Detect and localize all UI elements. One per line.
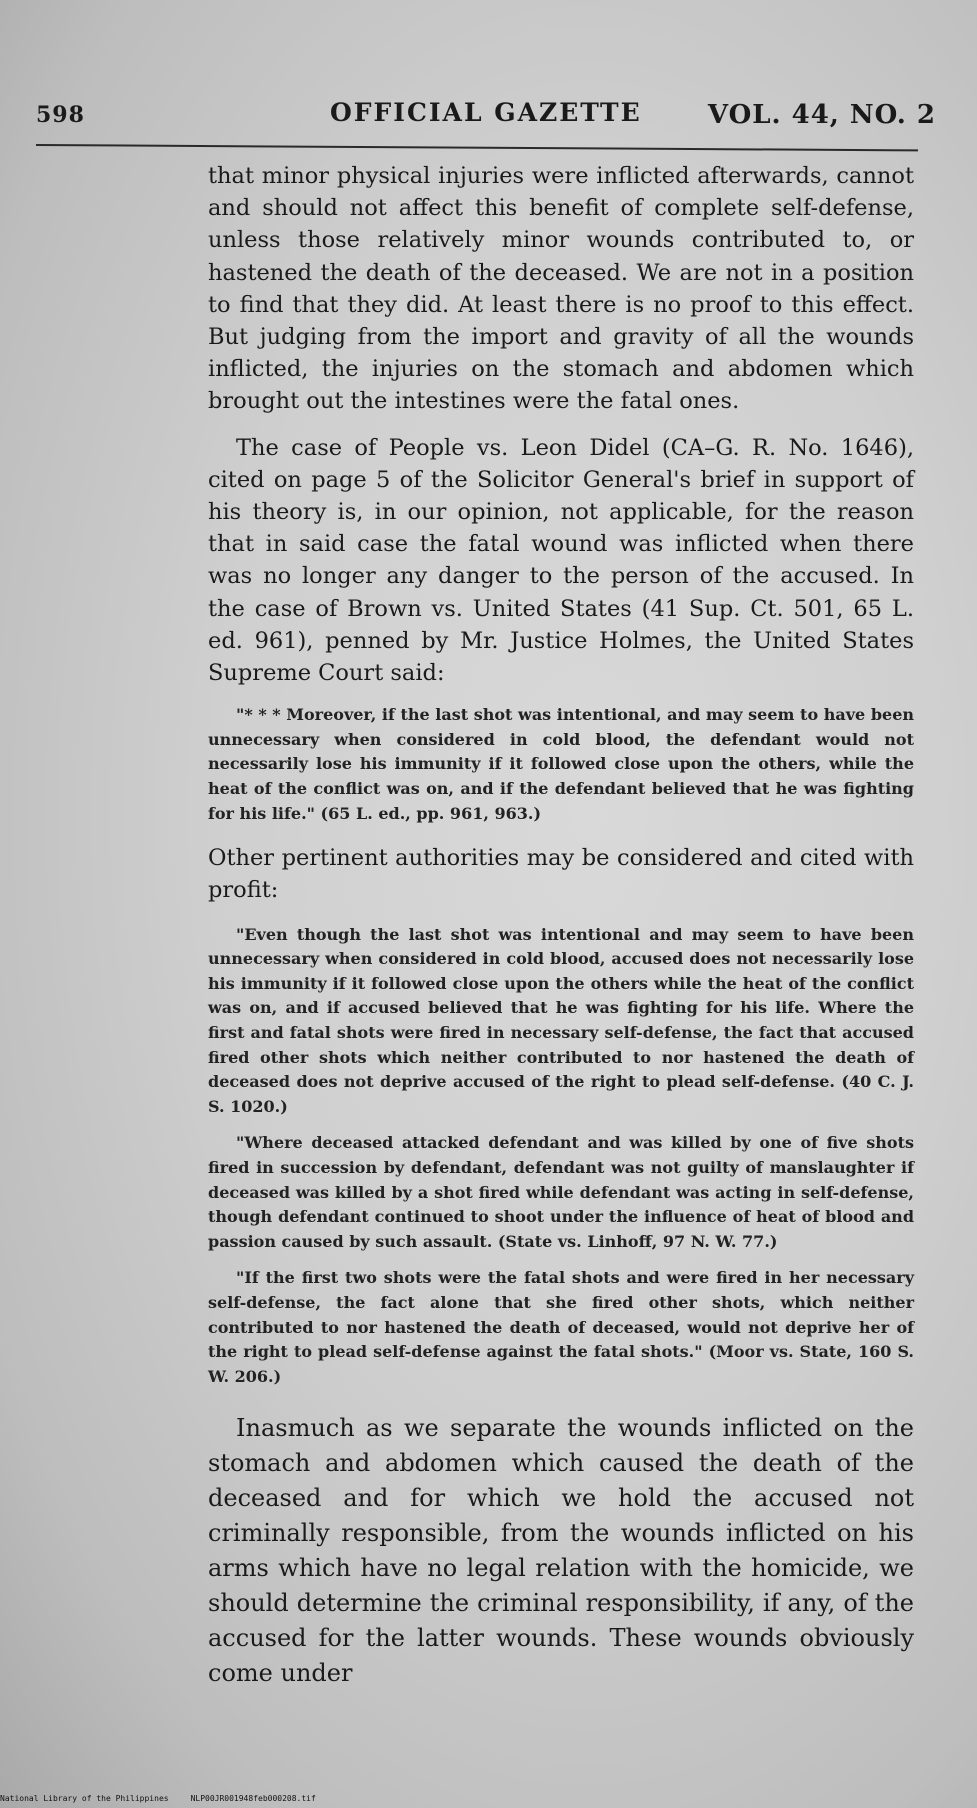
paragraph-4: Inasmuch as we separate the wounds inflicted on the stomach and abdomen which caused the death of the deceased and for which we hold the accused not criminally responsible, from the wounds inflicted on his arms which have no legal relation with the homicide, we should determine the criminal responsibility, if any, of the accused for the latter wounds. These wounds obviously come under [208,1414,914,1688]
paragraph-3: Other pertinent authorities may be considered and cited with profit: [208,845,914,904]
paragraph-2: The case of People vs. Leon Didel (CA–G. R. No. 1646), cited on page 5 of the Solicitor General's brief in support of his theory is, in our opinion, not applicable, for the reason that in said case the fatal wound was inflicted when there was no longer any danger to the person of the accused. In the case of Brown vs. United States (41 Sup. Ct. 501, 65 L. ed. 961), penned by Mr. Justice Holmes, the United States Supreme Court said: [208,434,914,687]
volume-number: VOL. 44, NO. 2 [707,100,936,130]
library-name: National Library of the Philippines [0,1794,169,1803]
journal-title: OFFICIAL GAZETTE [330,98,642,127]
quote-cjs: "Even though the last shot was intentional and may seem to have been unnecessary when considered in cold blood, accused does not necessarily lose his immunity if it followed close upon the others while the heat of the conflict was on, and if accused believed that he was fighting for his life. Where the first and fatal shots were fired in necessary self-defense, the fact that accused fired other shots which neither contributed to nor hastened the death of deceased does not deprive accused of the right to plead self-defense. (40 C. J. S. 1020.) [208,924,914,1116]
page-number: 598 [36,102,85,128]
quote-moor-vs-state: "If the first two shots were the fatal shots and were fired in her necessary self-defense, the fact alone that she fired other shots, which neither contributed to nor hastened the death of deceased, would not deprive her of the right to plead self-defense against the fatal shots." (Moor vs. State, 160 S. W. 206.) [208,1268,914,1386]
quote-state-vs-linhoff: "Where deceased attacked defendant and was killed by one of five shots fired in succession by defendant, defendant was not guilty of manslaughter if deceased was killed by a shot fired while defendant was acting in self-defense, though defendant continued to shoot under the influence of heat of blood and passion caused by such assault. (State vs. Linhoff, 97 N. W. 77.) [208,1133,914,1251]
header-rule [36,144,918,151]
scan-footer [0,1794,338,1808]
body-text [208,160,914,1691]
quote-brown-vs-united-states: "* * * Moreover, if the last shot was intentional, and may seem to have been unnecessary when considered in cold blood, the defendant would not necessarily lose his immunity if it followed close upon the others, while the heat of the conflict was on, and if the defendant believed that he was fighting for his life." (65 L. ed., pp. 961, 963.) [208,705,914,823]
file-name: NLP00JR001948feb000208.tif [190,1794,316,1803]
paragraph-1: that minor physical injuries were inflicted afterwards, cannot and should not affect this benefit of complete self-defense, unless those relatively minor wounds contributed to, or hastened the death of the deceased. We are not in a position to find that they did. At least there is no proof to this effect. But judging from the import and gravity of all the wounds inflicted, the injuries on the stomach and abdomen which brought out the intestines were the fatal ones. [208,163,914,415]
page-header [36,98,936,138]
